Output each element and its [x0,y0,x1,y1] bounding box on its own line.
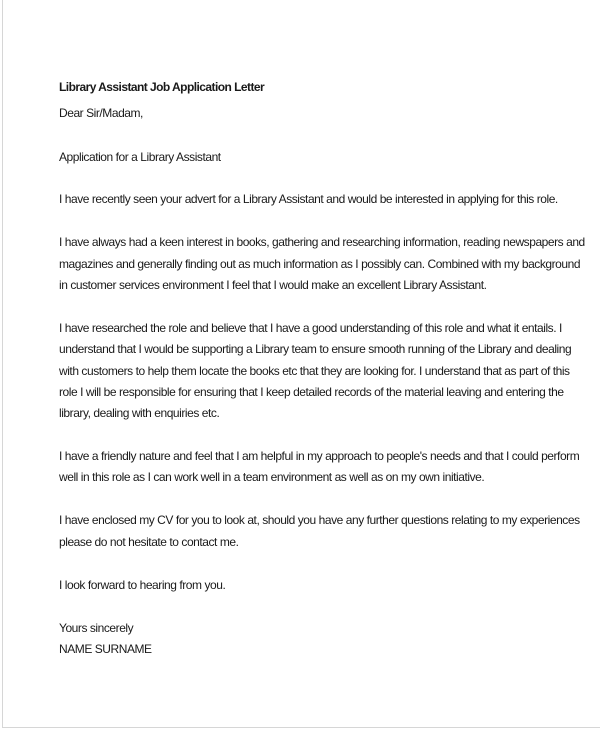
paragraph-3-line: I have researched the role and believe that I have a good understanding of this role and what it entails. I [59,321,562,335]
paragraph-1-line: I have recently seen your advert for a Library Assistant and would be interested in applying for this role. [59,192,558,206]
paragraph-2-line: magazines and generally finding out as much information as I possibly can. Combined with my background [59,257,581,271]
paragraph-5-line: please do not hesitate to contact me. [59,535,239,549]
paragraph-2-line: in customer services environment I feel that I would make an excellent Library Assistant. [59,278,487,292]
closing: Yours sincerely [59,621,134,635]
paragraph-4-line: I have a friendly nature and feel that I am helpful in my approach to people's needs and that I could perform [59,449,580,463]
paragraph-2-line: I have always had a keen interest in books, gathering and researching information, reading newspapers and [59,235,585,249]
salutation: Dear Sir/Madam, [59,106,143,120]
paragraph-3-line: understand that I would be supporting a Library team to ensure smooth running of the Library and dealing [59,342,572,356]
paragraph-5-line: I have enclosed my CV for you to look at, should you have any further questions relating to my experiences [59,513,580,527]
paragraph-3-line: role I will be responsible for ensuring that I keep detailed records of the material leaving and entering the [59,385,564,399]
paragraph-4-line: well in this role as I can work well in a team environment as well as on my own initiative. [59,470,485,484]
paragraph-6-line: I look forward to hearing from you. [59,578,226,592]
paragraph-3-line: library, dealing with enquiries etc. [59,406,220,420]
paragraph-3-line: with customers to help them locate the books etc that they are looking for. I understand that as part of this [59,364,570,378]
signature-name: NAME SURNAME [59,642,152,656]
subject-line: Application for a Library Assistant [59,150,221,164]
letter-title: Library Assistant Job Application Letter [59,80,265,94]
